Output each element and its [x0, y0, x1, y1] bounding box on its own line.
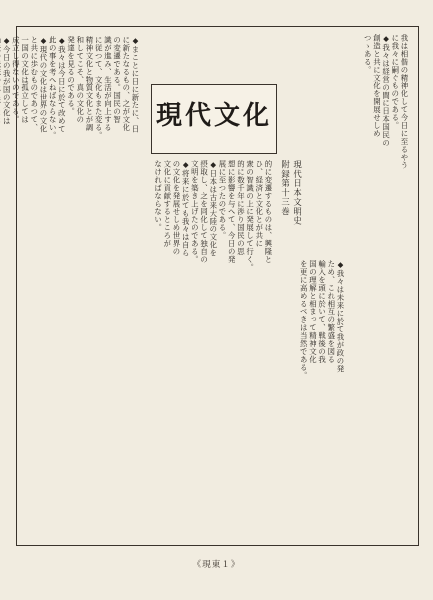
title-box — [151, 84, 277, 154]
text-column-left: ◆まことに日に新たに、日 に新たなるもの、之が文化 の変遷である。国民の智 識が進み、生活が向上する に従つて、文化もまた変る。 精神文化と物質文化とが調 和してこそ、真の文化の 発達を見るのである。 ◆我々は今日に於て改めて 此の事を考へねばならない。 ◆現代の文化は世界の文化 と共に歩むものであつて、 一国の文化は孤立しては 成立し得ないのである。 ◆今日の我が国の文化は — [2, 36, 140, 140]
text-column-right-2: ◆我々は未来に於て我が政の発 ため、これ相互の繁盛を図る 輸入を頭に於いて、戦後の我 国の理解と相まって精神文化 を更に高めるべきは当然である。 — [299, 260, 345, 380]
subtitle-volume: 附録第十三巻 — [280, 160, 291, 217]
subtitle: 現代日本文明史 — [292, 160, 303, 226]
page-number: 《現東１》 — [192, 560, 241, 570]
text-column-right: 我は相偕の精神化して今日に至るやう に我々に嗣ぐものである。 ◆我々は経営の間に日本国民の 創造と共に文化を開展せしめ つゝある。 — [363, 34, 409, 170]
page-title: 現代文化 — [155, 101, 272, 131]
text-column-middle: 的に変遷するものは、興隆と ひ、経済と文化とが共に 衆の智識の上に発展して行く。 的に数千年に渉り国民の思 想に影響を与へて、今日の発 展に至つたのである。 ◆日本は古来大陸の文化を 摂取し、之を同化して独自の 文明を築き上げたのである。 ◆将来に於ても我々は自ら の文化を発展せしめ世界の 文化に貢献するところが なければならない。 — [153, 160, 273, 272]
